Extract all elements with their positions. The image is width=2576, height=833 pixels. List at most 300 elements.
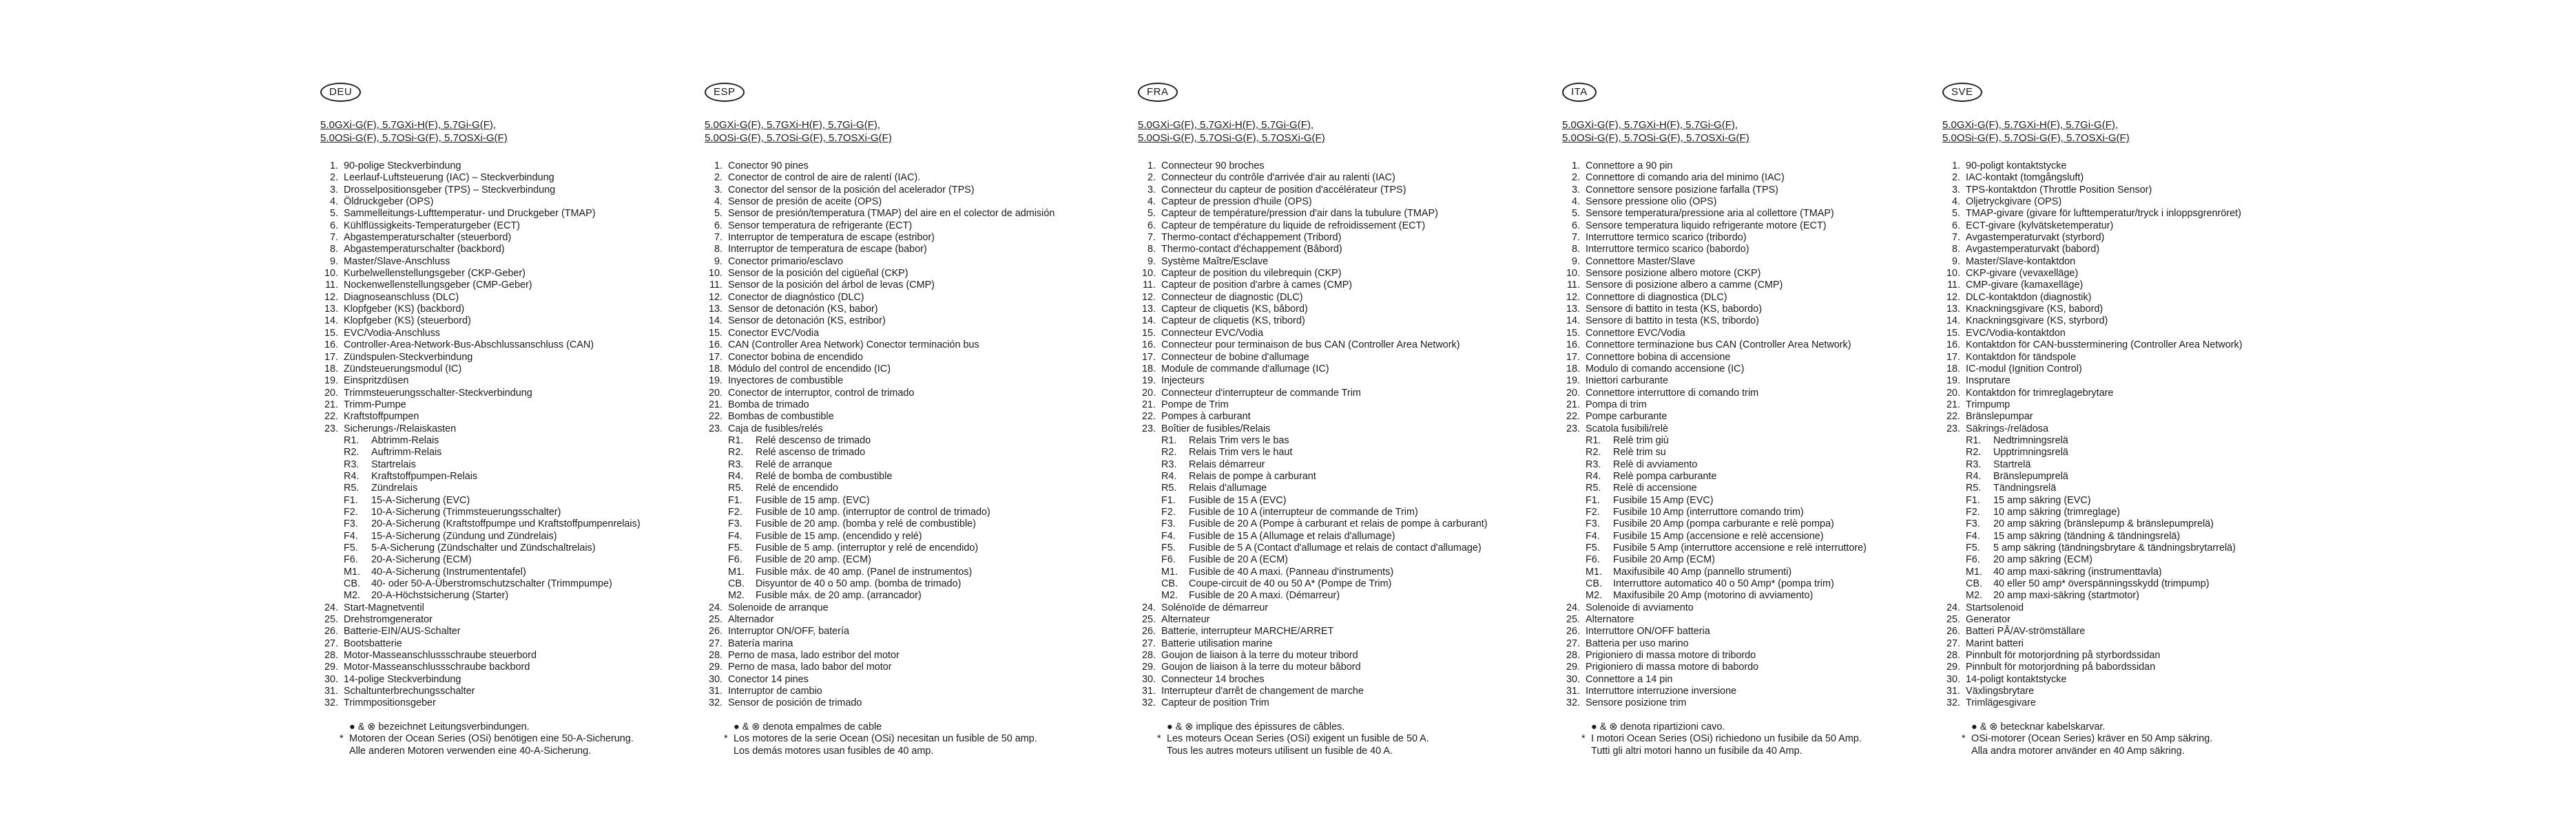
item-number: 1. bbox=[329, 160, 338, 171]
item-text: Startrelä bbox=[1993, 458, 2031, 470]
legend-item bbox=[1138, 280, 1510, 291]
legend-item bbox=[705, 388, 1077, 399]
item-text: 20-A-Sicherung (ECM) bbox=[371, 554, 472, 566]
item-text: Nedtrimningsrelä bbox=[1993, 434, 2068, 446]
model-line: 5.0GXi-G(F), 5.7GXi-H(F), 5.7Gi-G(F), bbox=[320, 119, 497, 131]
footnote-text: ● & ⊗ bezeichnet Leitungsverbindungen. bbox=[349, 721, 530, 732]
item-number: R2. bbox=[1966, 447, 1982, 458]
item-text: Zündsteuerungsmodul (IC) bbox=[344, 363, 462, 375]
item-number: F1. bbox=[344, 494, 358, 506]
legend-item bbox=[705, 220, 1077, 232]
legend-item bbox=[1942, 399, 2314, 411]
item-text: Connettore sensore posizione farfalla (TPS) bbox=[1586, 184, 1778, 196]
legend-item bbox=[1138, 697, 1510, 709]
footnote-mark: * bbox=[340, 733, 344, 745]
item-text: Fusible de 15 A (Allumage et relais d'allumage) bbox=[1189, 530, 1395, 542]
legend-subitem bbox=[320, 542, 692, 554]
legend-subitem bbox=[705, 554, 1077, 566]
legend-item bbox=[1138, 220, 1510, 232]
item-number: 6. bbox=[714, 220, 723, 231]
item-text: Scatola fusibili/relè bbox=[1586, 423, 1668, 434]
legend-item bbox=[320, 662, 692, 673]
legend-item bbox=[1562, 268, 1934, 280]
item-number: F1. bbox=[728, 494, 742, 506]
item-text: IAC-kontakt (tomgångsluft) bbox=[1966, 172, 2084, 184]
item-text: 20 amp maxi-säkring (startmotor) bbox=[1993, 590, 2139, 602]
legend-item bbox=[1562, 697, 1934, 709]
legend-subitem bbox=[1562, 507, 1934, 518]
item-text: EVC/Vodia-Anschluss bbox=[344, 327, 440, 339]
legend-subitem bbox=[705, 459, 1077, 471]
item-number: F5. bbox=[1966, 542, 1980, 553]
item-number: 4. bbox=[329, 196, 338, 208]
item-text: Capteur de position d'arbre à cames (CMP) bbox=[1161, 280, 1353, 291]
legend-item bbox=[320, 220, 692, 232]
item-text: 15 amp säkring (EVC) bbox=[1993, 494, 2091, 506]
legend-item bbox=[705, 232, 1077, 244]
item-text: Pompe de Trim bbox=[1161, 399, 1229, 410]
item-text: ECT-givare (kylvätsketemperatur) bbox=[1966, 220, 2114, 231]
item-text: Kontaktdon för CAN-bussterminering (Controller Area Network) bbox=[1966, 339, 2243, 351]
item-text: Motor-Masseanschlussschraube backbord bbox=[344, 662, 530, 673]
item-text: Fusible de 20 A (Pompe à carburant et relais de pompe à carburant) bbox=[1189, 518, 1488, 530]
item-number: 1. bbox=[1147, 160, 1156, 171]
item-text: Sensor de posición de trimado bbox=[728, 697, 862, 709]
item-text: Fusibile 5 Amp (interruttore accensione e relè interruttore) bbox=[1613, 542, 1867, 553]
legend-item bbox=[1942, 602, 2314, 614]
item-number: M1. bbox=[728, 566, 745, 578]
item-number: 32. bbox=[708, 697, 723, 709]
item-text: Sensore posizione albero motore (CKP) bbox=[1586, 268, 1761, 280]
item-number: CB. bbox=[1586, 578, 1602, 590]
item-number: 6. bbox=[1951, 220, 1960, 231]
item-number: 6. bbox=[1571, 220, 1580, 231]
model-line: 5.0GXi-G(F), 5.7GXi-H(F), 5.7Gi-G(F), bbox=[1562, 119, 1738, 131]
item-text: Connecteur du contrôle d'arrivée d'air au ralenti (IAC) bbox=[1161, 172, 1395, 184]
item-text: Fusible de 15 amp. (EVC) bbox=[756, 494, 870, 506]
footnote-mark: * bbox=[1962, 733, 1966, 745]
item-number: M2. bbox=[728, 590, 745, 602]
footnote-text: Tutti gli altri motori hanno un fusibile da 40 Amp. bbox=[1591, 745, 1803, 757]
item-text: 15-A-Sicherung (Zündung und Zündrelais) bbox=[371, 530, 557, 542]
legend-subitem bbox=[320, 471, 692, 483]
item-number: 29. bbox=[1946, 662, 1960, 673]
item-text: Maxifusibile 40 Amp (pannello strumenti) bbox=[1613, 566, 1792, 578]
legend-item bbox=[320, 388, 692, 399]
language-badge: DEU bbox=[320, 83, 361, 102]
item-text: Master/Slave-kontaktdon bbox=[1966, 255, 2076, 267]
item-text: Kurbelwellenstellungsgeber (CKP-Geber) bbox=[344, 268, 526, 280]
legend-item bbox=[1562, 339, 1934, 351]
legend-item bbox=[1138, 638, 1510, 650]
legend-subitem bbox=[705, 447, 1077, 458]
legend-item bbox=[1138, 315, 1510, 327]
footnote bbox=[1962, 746, 2314, 758]
item-text: CMP-givare (kamaxelläge) bbox=[1966, 280, 2084, 291]
item-number: F1. bbox=[1586, 494, 1600, 506]
legend-item bbox=[1562, 160, 1934, 172]
item-number: 9. bbox=[1571, 255, 1580, 267]
item-text: Maxifusibile 20 Amp (motorino di avviamento) bbox=[1613, 590, 1814, 602]
legend-item bbox=[320, 232, 692, 244]
item-number: R2. bbox=[728, 447, 744, 458]
footnote-mark: * bbox=[1157, 733, 1161, 745]
item-text: Bomba de trimado bbox=[728, 399, 809, 410]
item-text: Thermo-contact d'échappement (Bâbord) bbox=[1161, 244, 1342, 255]
item-number: R4. bbox=[1586, 470, 1601, 482]
legend-item bbox=[320, 602, 692, 614]
footnote bbox=[1581, 721, 1934, 734]
legend-item bbox=[1942, 232, 2314, 244]
item-text: 10 amp säkring (trimreglage) bbox=[1993, 506, 2120, 518]
item-text: 20-A-Sicherung (Kraftstoffpumpe und Kraftstoffpumpenrelais) bbox=[371, 518, 641, 530]
column-sve bbox=[1942, 83, 2314, 757]
legend-item bbox=[705, 399, 1077, 411]
model-line: 5.0OSi-G(F), 5.7OSi-G(F), 5.7OSXi-G(F) bbox=[1562, 132, 1749, 144]
item-number: 30. bbox=[1566, 673, 1580, 685]
item-number: 28. bbox=[708, 650, 723, 662]
item-number: 31. bbox=[708, 686, 723, 697]
legend-item bbox=[1562, 328, 1934, 339]
legend-item bbox=[705, 626, 1077, 637]
footnote bbox=[340, 746, 692, 758]
item-text: Connettore a 14 pin bbox=[1586, 673, 1673, 685]
legend-subitem bbox=[320, 578, 692, 590]
legend-item bbox=[1942, 160, 2314, 172]
footnote-text: Motoren der Ocean Series (OSi) benötigen eine 50-A-Sicherung. bbox=[349, 733, 634, 745]
language-badge: ITA bbox=[1562, 83, 1597, 102]
footnote bbox=[1962, 733, 2314, 746]
legend-item bbox=[1562, 208, 1934, 220]
legend-item bbox=[1562, 220, 1934, 232]
item-text: Interruttore interruzione inversione bbox=[1586, 686, 1737, 697]
model-line: 5.0GXi-G(F), 5.7GXi-H(F), 5.7Gi-G(F), bbox=[1942, 119, 2119, 131]
item-number: 32. bbox=[1141, 697, 1156, 709]
legend-item bbox=[1138, 232, 1510, 244]
item-text: Solénoïde de démarreur bbox=[1161, 602, 1269, 613]
item-text: Bränslepumpar bbox=[1966, 411, 2033, 423]
item-text: Fusible de 15 A (EVC) bbox=[1189, 494, 1287, 506]
legend-subitem bbox=[320, 531, 692, 542]
legend-item bbox=[1138, 184, 1510, 196]
item-number: 20. bbox=[1141, 387, 1156, 399]
legend-subitem bbox=[1942, 590, 2314, 602]
item-text: Sensor de presión/temperatura (TMAP) del aire en el colector de admisión bbox=[728, 208, 1055, 220]
item-text: Sensore pressione olio (OPS) bbox=[1586, 196, 1717, 208]
item-number: R2. bbox=[344, 447, 360, 458]
legend-subitem bbox=[320, 495, 692, 507]
item-number: R4. bbox=[344, 470, 360, 482]
item-text: Avgastemperaturvakt (babord) bbox=[1966, 244, 2100, 255]
item-number: 28. bbox=[1566, 650, 1580, 662]
item-text: 90-polige Steckverbindung bbox=[344, 160, 461, 171]
item-text: Start-Magnetventil bbox=[344, 602, 424, 613]
item-number: 22. bbox=[324, 411, 338, 423]
item-text: Connettore interruttore di comando trim bbox=[1586, 387, 1759, 399]
item-number: 23. bbox=[324, 423, 338, 434]
item-number: 3. bbox=[1951, 184, 1960, 196]
item-text: Sensore di battito in testa (KS, tribordo) bbox=[1586, 315, 1759, 327]
item-number: 26. bbox=[1946, 626, 1960, 637]
item-number: 13. bbox=[324, 304, 338, 315]
item-number: 11. bbox=[1143, 280, 1156, 291]
item-text: Relais de pompe à carburant bbox=[1189, 470, 1316, 482]
legend-subitem bbox=[1138, 554, 1510, 566]
legend-item bbox=[320, 638, 692, 650]
item-text: 40 amp maxi-säkring (instrumenttavla) bbox=[1993, 566, 2162, 578]
legend-subitem bbox=[1562, 531, 1934, 542]
legend-subitem bbox=[1562, 459, 1934, 471]
item-number: 19. bbox=[324, 375, 338, 387]
footnote bbox=[1157, 733, 1510, 746]
item-number: 23. bbox=[708, 423, 723, 434]
item-number: 25. bbox=[1141, 614, 1156, 626]
item-text: Relé descenso de trimado bbox=[756, 434, 871, 446]
legend-subitem bbox=[705, 507, 1077, 518]
legend-item bbox=[1138, 399, 1510, 411]
legend-item bbox=[1562, 256, 1934, 268]
item-text: Master/Slave-Anschluss bbox=[344, 255, 450, 267]
legend-item bbox=[1138, 423, 1510, 435]
legend-item bbox=[320, 315, 692, 327]
legend-subitem bbox=[1138, 471, 1510, 483]
item-number: 19. bbox=[1566, 375, 1580, 387]
legend-subitem bbox=[1942, 518, 2314, 530]
item-number: 4. bbox=[1571, 196, 1580, 208]
item-number: 25. bbox=[324, 614, 338, 626]
item-text: Conector de diagnóstico (DLC) bbox=[728, 291, 864, 303]
legend-item bbox=[1138, 626, 1510, 637]
item-text: Oljetryckgivare (OPS) bbox=[1966, 196, 2062, 208]
footnote bbox=[1157, 746, 1510, 758]
item-number: 32. bbox=[1946, 697, 1960, 709]
item-number: 18. bbox=[1946, 363, 1960, 375]
legend-item bbox=[1942, 304, 2314, 315]
legend-item bbox=[1138, 244, 1510, 255]
item-text: 15 amp säkring (tändning & tändningsrelä) bbox=[1993, 530, 2181, 542]
item-number: F6. bbox=[1161, 554, 1176, 566]
legend-subitem bbox=[1562, 447, 1934, 458]
item-number: 5. bbox=[1571, 208, 1580, 220]
legend-list bbox=[705, 160, 1077, 710]
item-number: R3. bbox=[1161, 458, 1177, 470]
item-number: R4. bbox=[1161, 470, 1177, 482]
item-number: 14. bbox=[324, 315, 338, 327]
item-number: 20. bbox=[708, 387, 723, 399]
item-text: Goujon de liaison à la terre du moteur tribord bbox=[1161, 650, 1358, 662]
model-list bbox=[705, 118, 1077, 145]
item-number: 24. bbox=[324, 602, 338, 613]
legend-item bbox=[320, 423, 692, 435]
item-text: Interruptor de cambio bbox=[728, 686, 822, 697]
item-text: Iniettori carburante bbox=[1586, 375, 1668, 387]
item-number: 22. bbox=[1141, 411, 1156, 423]
item-text: Fusibile 20 Amp (pompa carburante e relè pompa) bbox=[1613, 518, 1834, 530]
item-number: F2. bbox=[1586, 506, 1600, 518]
item-text: Relé de encendido bbox=[756, 483, 839, 494]
item-text: Goujon de liaison à la terre du moteur bâbord bbox=[1161, 662, 1361, 673]
legend-subitem bbox=[1942, 459, 2314, 471]
legend-item bbox=[1138, 388, 1510, 399]
item-text: Sensore temperatura/pressione aria al collettore (TMAP) bbox=[1586, 208, 1834, 220]
legend-subitem bbox=[1562, 518, 1934, 530]
item-number: 7. bbox=[329, 232, 338, 244]
item-number: 24. bbox=[1566, 602, 1580, 613]
item-number: R1. bbox=[728, 434, 744, 446]
legend-item bbox=[1562, 172, 1934, 184]
item-number: R4. bbox=[1966, 470, 1982, 482]
item-text: Abgastemperaturschalter (steuerbord) bbox=[344, 232, 512, 244]
legend-subitem bbox=[705, 531, 1077, 542]
item-text: Connettore di comando aria del minimo (IAC) bbox=[1586, 172, 1785, 184]
legend-subitem bbox=[1138, 507, 1510, 518]
item-number: 16. bbox=[708, 339, 723, 351]
column-esp bbox=[705, 83, 1077, 757]
item-text: Växlingsbrytare bbox=[1966, 686, 2035, 697]
legend-item bbox=[1942, 388, 2314, 399]
legend-subitem bbox=[1138, 495, 1510, 507]
item-text: Conector primario/esclavo bbox=[728, 255, 844, 267]
footnote-mark: * bbox=[1581, 733, 1586, 745]
item-text: Fusible máx. de 40 amp. (Panel de instrumentos) bbox=[756, 566, 973, 578]
item-number: F6. bbox=[344, 554, 358, 566]
item-number: 13. bbox=[708, 304, 723, 315]
item-number: 8. bbox=[1571, 244, 1580, 255]
legend-item bbox=[1562, 411, 1934, 423]
legend-subitem bbox=[320, 483, 692, 494]
legend-item bbox=[1562, 196, 1934, 208]
legend-item bbox=[1942, 256, 2314, 268]
item-number: 17. bbox=[1141, 351, 1156, 363]
model-list bbox=[1138, 118, 1510, 145]
item-text: Relais d'allumage bbox=[1189, 483, 1267, 494]
legend-item bbox=[705, 304, 1077, 315]
item-number: 4. bbox=[1147, 196, 1156, 208]
item-number: 13. bbox=[1141, 304, 1156, 315]
item-number: 27. bbox=[1566, 637, 1580, 649]
footnote-mark bbox=[724, 721, 734, 734]
item-text: Fusible máx. de 20 amp. (arrancador) bbox=[756, 590, 922, 602]
item-number: 29. bbox=[324, 662, 338, 673]
item-text: 40- oder 50-A-Überstromschutzschalter (Trimmpumpe) bbox=[371, 578, 612, 590]
legend-subitem bbox=[1942, 554, 2314, 566]
legend-item bbox=[1562, 602, 1934, 614]
model-line: 5.0OSi-G(F), 5.7OSi-G(F), 5.7OSXi-G(F) bbox=[705, 132, 892, 144]
item-text: Connecteur pour terminaison de bus CAN (Controller Area Network) bbox=[1161, 339, 1460, 351]
legend-subitem bbox=[1562, 578, 1934, 590]
item-number: CB. bbox=[344, 578, 360, 590]
footnote bbox=[724, 746, 1077, 758]
item-number: 6. bbox=[329, 220, 338, 231]
item-text: Relè di avviamento bbox=[1613, 458, 1698, 470]
footnote-text: ● & ⊗ denota ripartizioni cavo. bbox=[1591, 721, 1725, 732]
legend-list bbox=[1138, 160, 1510, 710]
item-text: Avgastemperaturvakt (styrbord) bbox=[1966, 232, 2105, 244]
item-text: Öldruckgeber (OPS) bbox=[344, 196, 434, 208]
item-number: F5. bbox=[1586, 542, 1600, 553]
item-number: 11. bbox=[1947, 280, 1960, 291]
legend-item bbox=[320, 375, 692, 387]
legend-subitem bbox=[1138, 578, 1510, 590]
item-number: 27. bbox=[1141, 637, 1156, 649]
item-number: 21. bbox=[1566, 399, 1580, 410]
legend-item bbox=[1562, 686, 1934, 697]
legend-list bbox=[1942, 160, 2314, 710]
item-number: F5. bbox=[344, 542, 358, 553]
item-number: 21. bbox=[1946, 399, 1960, 410]
item-text: Interruttore termico scarico (tribordo) bbox=[1586, 232, 1747, 244]
legend-subitem bbox=[320, 447, 692, 458]
footnote bbox=[1157, 721, 1510, 734]
language-badge: SVE bbox=[1942, 83, 1982, 102]
item-text: Pompa di trim bbox=[1586, 399, 1647, 410]
footnotes bbox=[1138, 721, 1510, 758]
footnote bbox=[340, 721, 692, 734]
footnote bbox=[340, 733, 692, 746]
legend-subitem bbox=[1562, 435, 1934, 447]
item-number: 30. bbox=[1141, 673, 1156, 685]
item-text: Fusible de 20 A (ECM) bbox=[1189, 554, 1288, 566]
item-number: 31. bbox=[324, 686, 338, 697]
item-text: Capteur de cliquetis (KS, bâbord) bbox=[1161, 304, 1308, 315]
item-text: Sensor temperatura de refrigerante (ECT) bbox=[728, 220, 913, 231]
item-text: Relé de arranque bbox=[756, 458, 833, 470]
item-text: Fusible de 20 amp. (ECM) bbox=[756, 554, 871, 566]
item-text: Batería marina bbox=[728, 637, 793, 649]
item-text: 20-A-Höchstsicherung (Starter) bbox=[371, 590, 509, 602]
legend-item bbox=[705, 292, 1077, 304]
item-text: Coupe-circuit de 40 ou 50 A* (Pompe de Trim) bbox=[1189, 578, 1392, 590]
legend-subitem bbox=[1942, 507, 2314, 518]
legend-item bbox=[320, 339, 692, 351]
footnote-mark bbox=[340, 721, 349, 734]
item-text: Conector de control de aire de ralentí (IAC). bbox=[728, 172, 921, 184]
item-text: Fusible de 20 amp. (bomba y relé de combustible) bbox=[756, 518, 976, 530]
item-number: 30. bbox=[324, 673, 338, 685]
footnote-text: Alla andra motorer använder en 40 Amp säkring. bbox=[1971, 745, 2185, 757]
legend-item bbox=[705, 268, 1077, 280]
item-text: Disyuntor de 40 o 50 amp. (bomba de trimado) bbox=[756, 578, 962, 590]
item-number: 13. bbox=[1946, 304, 1960, 315]
item-text: 5 amp säkring (tändningsbrytare & tändningsbrytarrelä) bbox=[1993, 542, 2236, 553]
item-number: 26. bbox=[708, 626, 723, 637]
legend-item bbox=[1942, 268, 2314, 280]
item-number: 7. bbox=[1571, 232, 1580, 244]
item-number: 19. bbox=[1946, 375, 1960, 387]
item-number: 15. bbox=[1141, 327, 1156, 339]
item-number: F4. bbox=[344, 530, 358, 542]
item-text: 40 eller 50 amp* överspänningsskydd (trimpump) bbox=[1993, 578, 2210, 590]
legend-subitem bbox=[1138, 567, 1510, 578]
item-text: Thermo-contact d'échappement (Tribord) bbox=[1161, 232, 1342, 244]
item-text: Conector bobina de encendido bbox=[728, 351, 864, 363]
item-number: 18. bbox=[1566, 363, 1580, 375]
item-number: 21. bbox=[324, 399, 338, 410]
legend-item bbox=[1942, 423, 2314, 435]
item-text: Connettore Master/Slave bbox=[1586, 255, 1696, 267]
legend-item bbox=[1942, 638, 2314, 650]
legend-item bbox=[705, 328, 1077, 339]
item-number: 4. bbox=[1951, 196, 1960, 208]
legend-item bbox=[705, 423, 1077, 435]
legend-item bbox=[1138, 328, 1510, 339]
item-text: EVC/Vodia-kontaktdon bbox=[1966, 327, 2066, 339]
footnote bbox=[724, 721, 1077, 734]
item-text: Relé de bomba de combustible bbox=[756, 470, 893, 482]
item-number: 7. bbox=[1951, 232, 1960, 244]
legend-item bbox=[1942, 674, 2314, 686]
legend-item bbox=[320, 208, 692, 220]
